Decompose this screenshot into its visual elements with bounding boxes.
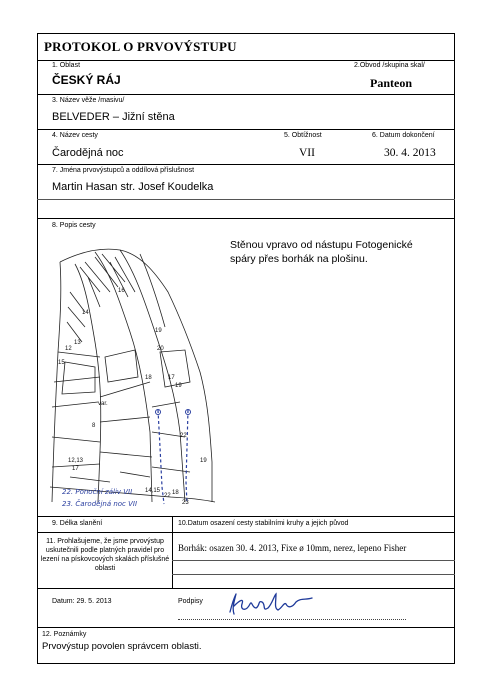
form-title: PROTOKOL O PRVOVÝSTUPU bbox=[44, 39, 237, 54]
topo-number: 8 bbox=[92, 423, 96, 429]
rule bbox=[37, 129, 455, 130]
topo-number: 22 bbox=[180, 433, 187, 439]
field-label-obvod: 2.Obvod /skupina skal/ bbox=[354, 62, 425, 69]
handwritten-signature bbox=[226, 590, 316, 618]
field-value-obvod: Panteon bbox=[370, 76, 412, 90]
topo-number: 16 bbox=[118, 288, 125, 294]
field-label-podpisy: Podpisy bbox=[178, 598, 203, 605]
topo-number: 17 bbox=[168, 375, 175, 381]
field-label-datum-dokonceni: 6. Datum dokončení bbox=[372, 132, 435, 139]
topo-number: 19 bbox=[200, 458, 207, 464]
rule bbox=[37, 532, 455, 533]
field-value-osazeni: Borhák: osazen 30. 4. 2013, Fixe ø 10mm, nerez, lepeno Fisher bbox=[178, 543, 407, 553]
field-value-poznamky: Prvovýstup povolen správcem oblasti. bbox=[42, 641, 202, 652]
field-label-cesta: 4. Název cesty bbox=[52, 132, 98, 139]
rule bbox=[37, 199, 455, 200]
field-label-prvovystupci: 7. Jména prvovýstupců a oddílová příslušnost bbox=[52, 167, 195, 174]
topo-number: 22 bbox=[164, 493, 171, 499]
rule bbox=[172, 560, 455, 561]
topo-number: 19 bbox=[175, 383, 182, 389]
topo-number: 12 bbox=[65, 346, 72, 352]
topo-annotation: var. bbox=[98, 401, 108, 407]
topo-number: 12,13 bbox=[68, 458, 84, 464]
declaration-text: 11. Prohlašujeme, že jsme prvovýstup uskutečnili podle platných pravidel pro lezení na pískovcových skalách příslušné oblasti bbox=[40, 538, 170, 572]
rule bbox=[37, 94, 455, 95]
field-label-vez: 3. Název věže /masivu/ bbox=[52, 97, 125, 104]
rule bbox=[37, 218, 455, 219]
rule bbox=[37, 588, 455, 589]
topo-number: 14,15 bbox=[145, 488, 161, 494]
field-value-cesta: Čarodějná noc bbox=[52, 147, 124, 159]
topo-number: 19 bbox=[155, 328, 162, 334]
field-label-oblast: 1. Oblast bbox=[52, 62, 81, 69]
field-label-osazeni: 10.Datum osazení cesty stabilními kruhy a jejich původ bbox=[178, 520, 349, 527]
field-label-poznamky: 12. Poznámky bbox=[42, 631, 87, 638]
rule bbox=[37, 60, 455, 61]
signature-line bbox=[178, 619, 406, 620]
rule bbox=[172, 574, 455, 575]
topo-number: 23 bbox=[182, 500, 189, 506]
divider bbox=[172, 516, 173, 588]
route-topo-drawing bbox=[40, 232, 220, 515]
topo-number: 18 bbox=[172, 490, 179, 496]
field-value-datum-dokonceni: 30. 4. 2013 bbox=[384, 147, 436, 159]
field-value-oblast: ČESKÝ RÁJ bbox=[52, 73, 121, 87]
field-value-obtiznost: VII bbox=[299, 147, 315, 159]
rule bbox=[37, 627, 455, 628]
field-value-prvovystupci: Martin Hasan str. Josef Koudelka bbox=[52, 181, 214, 193]
field-label-delka-slaneni: 9. Délka slanění bbox=[52, 520, 103, 527]
topo-number: 20 bbox=[157, 346, 164, 352]
field-value-vez: BELVEDER – Jižní stěna bbox=[52, 111, 175, 123]
field-value-popis: Stěnou vpravo od nástupu Fotogenické spáry přes borhák na plošinu. bbox=[230, 239, 413, 265]
topo-number: 13 bbox=[74, 340, 81, 346]
topo-number: 15 bbox=[58, 360, 65, 366]
rule bbox=[37, 164, 455, 165]
topo-number: 17 bbox=[72, 466, 79, 472]
field-label-datum: Datum: 29. 5. 2013 bbox=[52, 598, 112, 605]
field-label-popis: 8. Popis cesty bbox=[52, 222, 96, 229]
topo-handwritten: 23. Čarodějná noc VII bbox=[62, 500, 138, 508]
topo-number: 18 bbox=[145, 375, 152, 381]
rule bbox=[37, 516, 455, 517]
topo-handwritten: 22. Ponoční záliv VII bbox=[62, 488, 133, 496]
field-label-obtiznost: 5. Obtížnost bbox=[284, 132, 322, 139]
topo-number: 14 bbox=[82, 310, 89, 316]
